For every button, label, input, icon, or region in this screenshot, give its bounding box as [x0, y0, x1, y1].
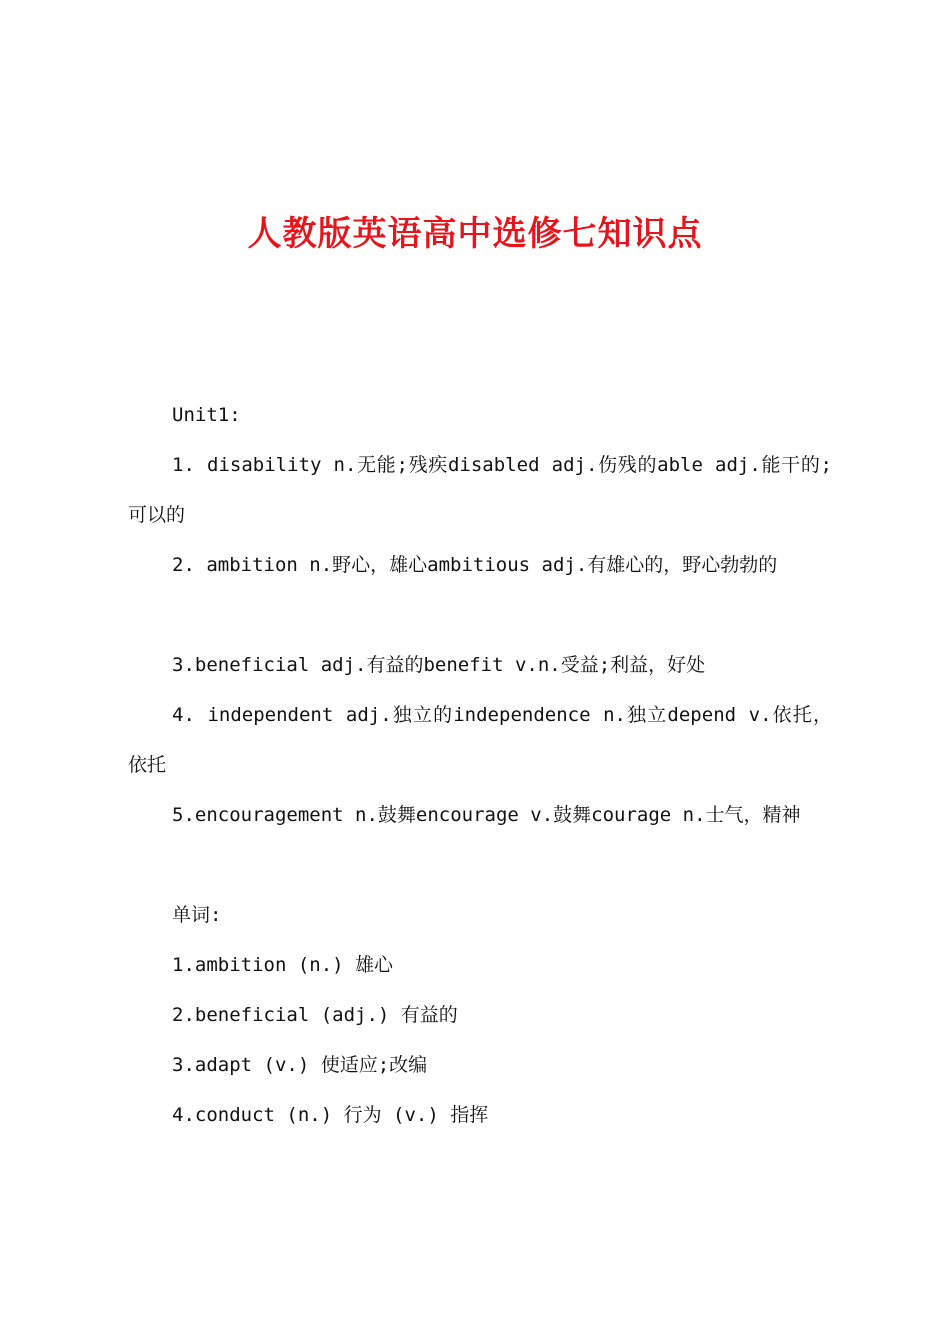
vocab-item-3: 3.beneficial adj.有益的benefit v.n.受益;利益，好处 [172, 654, 706, 676]
vocab-item-5: 5.encouragement n.鼓舞encourage v.鼓舞courage n.士气，精神 [172, 804, 801, 826]
document-title: 人教版英语高中选修七知识点 [247, 214, 703, 254]
vocab-item-2: 2. ambition n.野心，雄心ambitious adj.有雄心的，野心勃勃的 [172, 554, 778, 576]
paragraph-spacer [128, 590, 832, 640]
unit-heading: Unit1: [172, 404, 241, 426]
word-item-1: 1.ambition (n.) 雄心 [172, 954, 394, 976]
vocab-item-4: 4. independent adj.独立的independence n.独立depend v.依托，依托 [128, 704, 832, 776]
word-item-3: 3.adapt (v.) 使适应;改编 [172, 1054, 428, 1076]
words-heading: 单词: [172, 904, 222, 926]
paragraph-spacer [128, 840, 832, 890]
word-item-4: 4.conduct (n.) 行为 (v.) 指挥 [172, 1104, 489, 1126]
vocab-item-1: 1. disability n.无能;残疾disabled adj.伤残的able adj.能干的;可以的 [128, 454, 832, 526]
word-item-2: 2.beneficial (adj.) 有益的 [172, 1004, 458, 1026]
document-body [128, 390, 832, 1140]
